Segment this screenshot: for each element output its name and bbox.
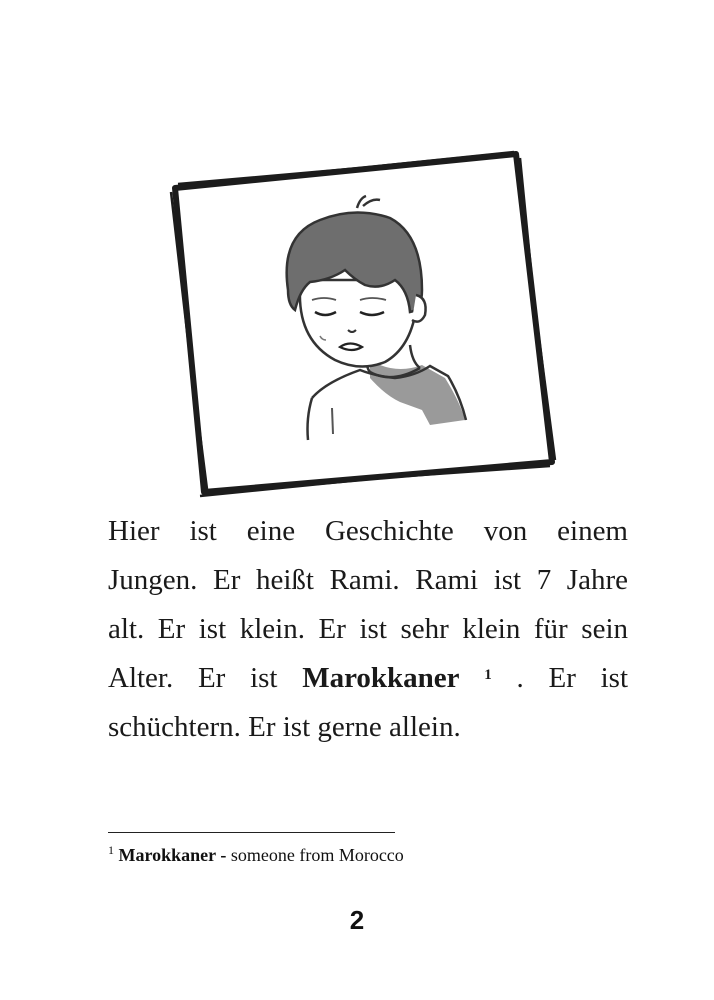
footnote-reference[interactable]: 1 [484,667,492,683]
footnote-separator [108,832,395,833]
story-paragraph [108,507,628,752]
footnote-definition: someone from Morocco [226,845,404,865]
illustration-frame [160,140,570,510]
story-line: schüchtern. Er ist gerne allein. [108,711,461,743]
footnote-number: 1 [108,843,114,857]
story-line: alt. Er ist klein. Er ist sehr klein für sein [108,613,628,645]
page-number: 2 [349,905,365,935]
story-text: . Er ist [516,662,629,694]
footnote-term: Marokkaner - [118,845,227,865]
boy-portrait-illustration [160,140,570,510]
glossary-term: Marokkaner [302,662,460,694]
story-line: Jungen. Er heißt Rami. Rami ist 7 Jahre [108,564,628,596]
footnote [108,843,404,867]
story-text: Alter. Er ist [108,662,278,694]
story-line [108,654,628,703]
mouth [340,344,362,351]
story-line: Hier ist eine Geschichte von einem [108,515,628,547]
